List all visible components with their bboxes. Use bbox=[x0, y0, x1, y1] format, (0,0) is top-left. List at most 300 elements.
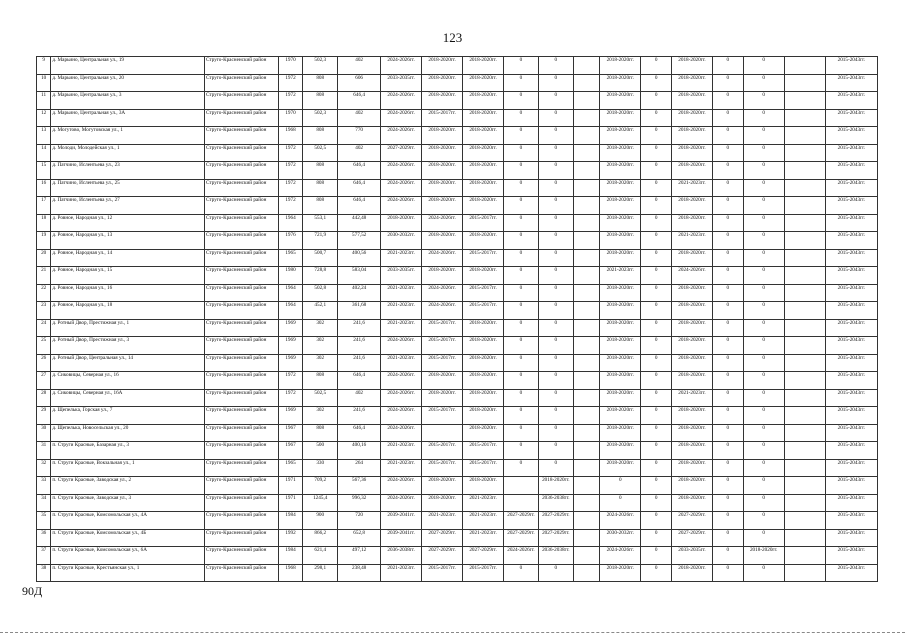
cell-p3: 2015-2017гг. bbox=[463, 284, 504, 302]
cell-district: Струго-Красненский район bbox=[204, 179, 278, 197]
cell-p5: 2018-2020гг. bbox=[672, 319, 713, 337]
cell-district: Струго-Красненский район bbox=[204, 302, 278, 320]
cell-area2: 361,68 bbox=[338, 302, 381, 320]
cell-p4: 2021-2023гг. bbox=[600, 267, 641, 285]
cell-z3 bbox=[573, 564, 600, 582]
cell-n: 22 bbox=[37, 284, 51, 302]
page-edge-divider bbox=[0, 632, 905, 633]
table-row bbox=[37, 267, 878, 285]
cell-district: Струго-Красненский район bbox=[204, 57, 278, 75]
cell-p4: 2018-2020гг. bbox=[600, 302, 641, 320]
cell-z2: 2027-2029гг. bbox=[538, 512, 573, 530]
cell-p6: 2015-2043гг. bbox=[825, 197, 877, 215]
cell-p2: 2015-2017гг. bbox=[422, 407, 463, 425]
cell-area2: 646,4 bbox=[338, 92, 381, 110]
table-row bbox=[37, 372, 878, 390]
cell-p1: 2024-2026гг. bbox=[381, 407, 422, 425]
cell-p3: 2018-2020гг. bbox=[463, 354, 504, 372]
cell-district: Струго-Красненский район bbox=[204, 162, 278, 180]
cell-p5: 2018-2020гг. bbox=[672, 564, 713, 582]
cell-p2: 2027-2029гг. bbox=[422, 547, 463, 565]
cell-district: Струго-Красненский район bbox=[204, 512, 278, 530]
cell-district: Струго-Красненский район bbox=[204, 389, 278, 407]
cell-p3: 2018-2020гг. bbox=[463, 144, 504, 162]
cell-p2: 2024-2026гг. bbox=[422, 284, 463, 302]
cell-addr: д. Ровное, Народная ул., 13 bbox=[51, 232, 205, 250]
cell-z2: 0 bbox=[538, 197, 573, 215]
cell-area2: 567,36 bbox=[338, 477, 381, 495]
cell-z3 bbox=[573, 92, 600, 110]
cell-z6: 0 bbox=[743, 197, 784, 215]
cell-z1: 0 bbox=[504, 372, 539, 390]
cell-area: 500,7 bbox=[303, 249, 338, 267]
cell-z5: 0 bbox=[712, 354, 743, 372]
cell-p1: 2024-2026гг. bbox=[381, 109, 422, 127]
cell-n: 32 bbox=[37, 459, 51, 477]
cell-area: 808 bbox=[303, 179, 338, 197]
cell-district: Струго-Красненский район bbox=[204, 407, 278, 425]
cell-z2: 0 bbox=[538, 232, 573, 250]
table-row bbox=[37, 319, 878, 337]
cell-p1: 2021-2023гг. bbox=[381, 319, 422, 337]
cell-z3 bbox=[573, 197, 600, 215]
cell-area2: 606 bbox=[338, 74, 381, 92]
cell-year: 1972 bbox=[278, 179, 303, 197]
cell-z5: 0 bbox=[712, 529, 743, 547]
cell-year: 1976 bbox=[278, 232, 303, 250]
cell-addr: д. Марьино, Центральная ул., 20 bbox=[51, 74, 205, 92]
cell-area2: 402 bbox=[338, 389, 381, 407]
cell-p2: 2015-2017гг. bbox=[422, 564, 463, 582]
cell-z1: 0 bbox=[504, 564, 539, 582]
cell-p1: 2018-2020гг. bbox=[381, 214, 422, 232]
cell-p2: 2015-2017гг. bbox=[422, 442, 463, 460]
cell-z1: 0 bbox=[504, 57, 539, 75]
cell-p4: 2018-2020гг. bbox=[600, 109, 641, 127]
cell-p6: 2015-2043гг. bbox=[825, 337, 877, 355]
cell-z5: 0 bbox=[712, 477, 743, 495]
cell-district: Струго-Красненский район bbox=[204, 442, 278, 460]
cell-year: 1969 bbox=[278, 319, 303, 337]
cell-district: Струго-Красненский район bbox=[204, 284, 278, 302]
cell-z4: 0 bbox=[641, 144, 672, 162]
cell-area: 721,9 bbox=[303, 232, 338, 250]
cell-z6: 0 bbox=[743, 162, 784, 180]
cell-z5: 0 bbox=[712, 162, 743, 180]
cell-p4: 2018-2020гг. bbox=[600, 407, 641, 425]
cell-p3: 2021-2023гг. bbox=[463, 529, 504, 547]
cell-year: 1968 bbox=[278, 127, 303, 145]
cell-z7 bbox=[784, 389, 825, 407]
cell-addr: д. Марьино, Центральная ул., 3 bbox=[51, 92, 205, 110]
cell-z4: 0 bbox=[641, 109, 672, 127]
cell-p4: 2024-2026гг. bbox=[600, 547, 641, 565]
cell-n: 33 bbox=[37, 477, 51, 495]
cell-p5: 2018-2020гг. bbox=[672, 162, 713, 180]
cell-z5: 0 bbox=[712, 57, 743, 75]
cell-district: Струго-Красненский район bbox=[204, 267, 278, 285]
cell-z2: 2036-2038гг. bbox=[538, 547, 573, 565]
cell-p2: 2018-2020гг. bbox=[422, 74, 463, 92]
table-row bbox=[37, 197, 878, 215]
cell-p2: 2018-2020гг. bbox=[422, 477, 463, 495]
cell-district: Струго-Красненский район bbox=[204, 529, 278, 547]
cell-p6: 2015-2043гг. bbox=[825, 249, 877, 267]
cell-p1: 2021-2023гг. bbox=[381, 284, 422, 302]
table-row bbox=[37, 127, 878, 145]
cell-z2: 2036-2038гг. bbox=[538, 494, 573, 512]
cell-z1: 0 bbox=[504, 144, 539, 162]
cell-p6: 2015-2043гг. bbox=[825, 267, 877, 285]
cell-district: Струго-Красненский район bbox=[204, 109, 278, 127]
cell-z6: 0 bbox=[743, 529, 784, 547]
cell-p1: 2024-2026гг. bbox=[381, 179, 422, 197]
cell-area: 298,1 bbox=[303, 564, 338, 582]
cell-district: Струго-Красненский район bbox=[204, 477, 278, 495]
cell-p4: 0 bbox=[600, 494, 641, 512]
cell-addr: д. Ротный Двор, Престижная ул., 3 bbox=[51, 337, 205, 355]
cell-year: 1964 bbox=[278, 302, 303, 320]
cell-z5: 0 bbox=[712, 197, 743, 215]
cell-addr: п. Струги Красные, Комсомольская ул., 6А bbox=[51, 547, 205, 565]
cell-p5: 2018-2020гг. bbox=[672, 494, 713, 512]
cell-z4: 0 bbox=[641, 564, 672, 582]
cell-area: 1245,4 bbox=[303, 494, 338, 512]
cell-p3: 2018-2020гг. bbox=[463, 424, 504, 442]
cell-z3 bbox=[573, 459, 600, 477]
cell-z5: 0 bbox=[712, 109, 743, 127]
cell-p2: 2018-2020гг. bbox=[422, 494, 463, 512]
cell-p6: 2015-2043гг. bbox=[825, 144, 877, 162]
cell-z2: 0 bbox=[538, 57, 573, 75]
cell-p1: 2027-2029гг. bbox=[381, 144, 422, 162]
cell-addr: д. Патчино, Ислентьева ул., 27 bbox=[51, 197, 205, 215]
cell-z1: 0 bbox=[504, 337, 539, 355]
cell-area: 500 bbox=[303, 442, 338, 460]
cell-area: 900 bbox=[303, 512, 338, 530]
cell-addr: п. Струги Красные, Комсомольская ул., 4А bbox=[51, 512, 205, 530]
table-row bbox=[37, 74, 878, 92]
cell-z4: 0 bbox=[641, 302, 672, 320]
cell-z7 bbox=[784, 564, 825, 582]
cell-z4: 0 bbox=[641, 197, 672, 215]
cell-p4: 2018-2020гг. bbox=[600, 424, 641, 442]
cell-z4: 0 bbox=[641, 407, 672, 425]
cell-addr: п. Струги Красные, Заводская ул., 3 bbox=[51, 494, 205, 512]
cell-area: 808 bbox=[303, 197, 338, 215]
cell-p3: 2021-2023гг. bbox=[463, 494, 504, 512]
cell-z3 bbox=[573, 302, 600, 320]
cell-year: 1967 bbox=[278, 442, 303, 460]
cell-z7 bbox=[784, 214, 825, 232]
cell-z2: 0 bbox=[538, 459, 573, 477]
cell-p4: 2018-2020гг. bbox=[600, 179, 641, 197]
cell-addr: п. Струги Красные, Заводская ул., 2 bbox=[51, 477, 205, 495]
cell-p2: 2027-2029гг. bbox=[422, 529, 463, 547]
cell-n: 29 bbox=[37, 407, 51, 425]
cell-z4: 0 bbox=[641, 512, 672, 530]
cell-year: 1972 bbox=[278, 162, 303, 180]
cell-z6: 0 bbox=[743, 407, 784, 425]
cell-area2: 241,6 bbox=[338, 319, 381, 337]
cell-area2: 996,32 bbox=[338, 494, 381, 512]
cell-p5: 2018-2020гг. bbox=[672, 284, 713, 302]
cell-p6: 2015-2043гг. bbox=[825, 214, 877, 232]
cell-z2: 0 bbox=[538, 302, 573, 320]
cell-z1 bbox=[504, 494, 539, 512]
cell-z1: 0 bbox=[504, 354, 539, 372]
cell-p1: 2024-2026гг. bbox=[381, 424, 422, 442]
cell-p3: 2018-2020гг. bbox=[463, 74, 504, 92]
cell-z1: 0 bbox=[504, 302, 539, 320]
cell-n: 27 bbox=[37, 372, 51, 390]
cell-z3 bbox=[573, 74, 600, 92]
table-row bbox=[37, 57, 878, 75]
cell-z5: 0 bbox=[712, 284, 743, 302]
cell-p6: 2015-2043гг. bbox=[825, 389, 877, 407]
cell-district: Струго-Красненский район bbox=[204, 494, 278, 512]
cell-year: 1969 bbox=[278, 337, 303, 355]
cell-z7 bbox=[784, 547, 825, 565]
cell-p2: 2015-2017гг. bbox=[422, 459, 463, 477]
cell-p3: 2018-2020гг. bbox=[463, 477, 504, 495]
cell-z2: 0 bbox=[538, 372, 573, 390]
cell-p1: 2024-2026гг. bbox=[381, 127, 422, 145]
cell-n: 34 bbox=[37, 494, 51, 512]
cell-z7 bbox=[784, 529, 825, 547]
cell-p4: 2018-2020гг. bbox=[600, 74, 641, 92]
cell-z7 bbox=[784, 284, 825, 302]
table-row bbox=[37, 424, 878, 442]
cell-district: Струго-Красненский район bbox=[204, 74, 278, 92]
cell-p6: 2015-2043гг. bbox=[825, 74, 877, 92]
cell-n: 23 bbox=[37, 302, 51, 320]
cell-addr: п. Струги Красные, Вокзальная ул., 1 bbox=[51, 459, 205, 477]
table-row bbox=[37, 547, 878, 565]
cell-n: 36 bbox=[37, 529, 51, 547]
cell-p2: 2018-2020гг. bbox=[422, 232, 463, 250]
cell-addr: д. Марьино, Центральная ул., 19 bbox=[51, 57, 205, 75]
cell-z3 bbox=[573, 547, 600, 565]
cell-z7 bbox=[784, 127, 825, 145]
cell-z7 bbox=[784, 109, 825, 127]
cell-z3 bbox=[573, 354, 600, 372]
cell-z2: 0 bbox=[538, 74, 573, 92]
cell-z1: 0 bbox=[504, 249, 539, 267]
cell-area: 808 bbox=[303, 92, 338, 110]
cell-area: 502,5 bbox=[303, 144, 338, 162]
cell-p1: 2021-2023гг. bbox=[381, 459, 422, 477]
cell-p3: 2018-2020гг. bbox=[463, 162, 504, 180]
cell-z6: 0 bbox=[743, 372, 784, 390]
cell-p6: 2015-2043гг. bbox=[825, 162, 877, 180]
cell-p2: 2021-2023гг. bbox=[422, 512, 463, 530]
cell-area: 709,2 bbox=[303, 477, 338, 495]
cell-z2: 0 bbox=[538, 564, 573, 582]
table-row bbox=[37, 109, 878, 127]
cell-z5: 0 bbox=[712, 442, 743, 460]
cell-p5: 2018-2020гг. bbox=[672, 424, 713, 442]
cell-z6: 0 bbox=[743, 284, 784, 302]
cell-z6: 0 bbox=[743, 127, 784, 145]
cell-n: 16 bbox=[37, 179, 51, 197]
cell-z6: 0 bbox=[743, 267, 784, 285]
cell-addr: д. Ротный Двор, Престижная ул., 1 bbox=[51, 319, 205, 337]
cell-z6: 2018-2020гг. bbox=[743, 547, 784, 565]
cell-p5: 2018-2020гг. bbox=[672, 372, 713, 390]
cell-z4: 0 bbox=[641, 127, 672, 145]
cell-z2: 0 bbox=[538, 127, 573, 145]
cell-year: 1964 bbox=[278, 214, 303, 232]
cell-year: 1971 bbox=[278, 494, 303, 512]
cell-z3 bbox=[573, 424, 600, 442]
cell-area: 452,1 bbox=[303, 302, 338, 320]
cell-z5: 0 bbox=[712, 214, 743, 232]
cell-p5: 2018-2020гг. bbox=[672, 127, 713, 145]
cell-area2: 400,16 bbox=[338, 442, 381, 460]
cell-p5: 2018-2020гг. bbox=[672, 459, 713, 477]
cell-addr: д. Патчино, Ислентьева ул., 23 bbox=[51, 162, 205, 180]
cell-district: Струго-Красненский район bbox=[204, 459, 278, 477]
cell-year: 1971 bbox=[278, 477, 303, 495]
cell-z4: 0 bbox=[641, 494, 672, 512]
cell-z7 bbox=[784, 407, 825, 425]
cell-area: 302 bbox=[303, 407, 338, 425]
cell-p5: 2018-2020гг. bbox=[672, 442, 713, 460]
table-row bbox=[37, 354, 878, 372]
cell-p1: 2033-2035гг. bbox=[381, 74, 422, 92]
cell-p4: 0 bbox=[600, 477, 641, 495]
table-row bbox=[37, 214, 878, 232]
cell-p3: 2021-2023гг. bbox=[463, 512, 504, 530]
cell-z5: 0 bbox=[712, 512, 743, 530]
cell-p2: 2015-2017гг. bbox=[422, 109, 463, 127]
cell-n: 15 bbox=[37, 162, 51, 180]
cell-z7 bbox=[784, 424, 825, 442]
cell-p4: 2018-2020гг. bbox=[600, 442, 641, 460]
cell-year: 1969 bbox=[278, 354, 303, 372]
table-row bbox=[37, 512, 878, 530]
cell-z7 bbox=[784, 494, 825, 512]
cell-z5: 0 bbox=[712, 337, 743, 355]
cell-area2: 264 bbox=[338, 459, 381, 477]
footer-mark: 90Д bbox=[22, 584, 43, 598]
cell-z1: 0 bbox=[504, 162, 539, 180]
cell-z7 bbox=[784, 319, 825, 337]
cell-p6: 2015-2043гг. bbox=[825, 92, 877, 110]
cell-area2: 583,04 bbox=[338, 267, 381, 285]
cell-p2 bbox=[422, 424, 463, 442]
cell-n: 11 bbox=[37, 92, 51, 110]
cell-p5: 2018-2020гг. bbox=[672, 92, 713, 110]
cell-addr: д. Сиковицы, Северная ул., 16 bbox=[51, 372, 205, 390]
cell-z6: 0 bbox=[743, 477, 784, 495]
cell-area2: 402 bbox=[338, 144, 381, 162]
cell-p4: 2024-2026гг. bbox=[600, 512, 641, 530]
cell-p5: 2018-2020гг. bbox=[672, 57, 713, 75]
cell-z3 bbox=[573, 494, 600, 512]
cell-z3 bbox=[573, 529, 600, 547]
cell-addr: д. Ровное, Народная ул., 12 bbox=[51, 214, 205, 232]
cell-p2: 2018-2020гг. bbox=[422, 92, 463, 110]
cell-p4: 2018-2020гг. bbox=[600, 372, 641, 390]
cell-z7 bbox=[784, 337, 825, 355]
cell-addr: д. Ровное, Народная ул., 14 bbox=[51, 249, 205, 267]
cell-addr: п. Струги Красные, Крестьянская ул., 1 bbox=[51, 564, 205, 582]
cell-z6: 0 bbox=[743, 337, 784, 355]
cell-year: 1970 bbox=[278, 57, 303, 75]
cell-area: 302 bbox=[303, 354, 338, 372]
cell-z7 bbox=[784, 512, 825, 530]
cell-z3 bbox=[573, 442, 600, 460]
cell-z2: 0 bbox=[538, 109, 573, 127]
cell-year: 1972 bbox=[278, 74, 303, 92]
cell-area2: 646,4 bbox=[338, 372, 381, 390]
cell-p5: 2018-2020гг. bbox=[672, 337, 713, 355]
table-row bbox=[37, 442, 878, 460]
cell-z3 bbox=[573, 319, 600, 337]
cell-area: 808 bbox=[303, 424, 338, 442]
cell-district: Струго-Красненский район bbox=[204, 354, 278, 372]
cell-z2: 0 bbox=[538, 162, 573, 180]
cell-area2: 770 bbox=[338, 127, 381, 145]
cell-n: 10 bbox=[37, 74, 51, 92]
cell-p3: 2015-2017гг. bbox=[463, 459, 504, 477]
cell-z7 bbox=[784, 372, 825, 390]
cell-p1: 2039-2041гг. bbox=[381, 529, 422, 547]
cell-p6: 2015-2043гг. bbox=[825, 109, 877, 127]
cell-year: 1984 bbox=[278, 512, 303, 530]
cell-p4: 2018-2020гг. bbox=[600, 389, 641, 407]
cell-z3 bbox=[573, 512, 600, 530]
cell-z2: 2027-2029гг. bbox=[538, 529, 573, 547]
cell-p5: 2018-2020гг. bbox=[672, 197, 713, 215]
cell-z7 bbox=[784, 267, 825, 285]
cell-p1: 2024-2026гг. bbox=[381, 372, 422, 390]
cell-p5: 2018-2020гг. bbox=[672, 214, 713, 232]
cell-n: 35 bbox=[37, 512, 51, 530]
cell-p5: 2018-2020гг. bbox=[672, 109, 713, 127]
cell-district: Струго-Красненский район bbox=[204, 127, 278, 145]
cell-z6: 0 bbox=[743, 109, 784, 127]
cell-z1: 2027-2029гг. bbox=[504, 512, 539, 530]
cell-z7 bbox=[784, 477, 825, 495]
cell-z1: 0 bbox=[504, 214, 539, 232]
cell-n: 21 bbox=[37, 267, 51, 285]
cell-z4: 0 bbox=[641, 284, 672, 302]
cell-p3: 2018-2020гг. bbox=[463, 232, 504, 250]
cell-z7 bbox=[784, 179, 825, 197]
cell-z5: 0 bbox=[712, 267, 743, 285]
cell-z7 bbox=[784, 57, 825, 75]
cell-area2: 402 bbox=[338, 57, 381, 75]
cell-p1: 2030-2032гг. bbox=[381, 232, 422, 250]
cell-area2: 402 bbox=[338, 109, 381, 127]
table-row bbox=[37, 407, 878, 425]
cell-year: 1972 bbox=[278, 197, 303, 215]
cell-area2: 497,12 bbox=[338, 547, 381, 565]
cell-p1: 2024-2026гг. bbox=[381, 92, 422, 110]
cell-addr: д. Сиковицы, Северная ул., 16А bbox=[51, 389, 205, 407]
cell-p5: 2024-2026гг. bbox=[672, 267, 713, 285]
cell-z5: 0 bbox=[712, 232, 743, 250]
cell-p3: 2015-2017гг. bbox=[463, 564, 504, 582]
cell-district: Струго-Красненский район bbox=[204, 197, 278, 215]
cell-p3: 2018-2020гг. bbox=[463, 57, 504, 75]
cell-n: 26 bbox=[37, 354, 51, 372]
cell-district: Струго-Красненский район bbox=[204, 232, 278, 250]
cell-z3 bbox=[573, 162, 600, 180]
